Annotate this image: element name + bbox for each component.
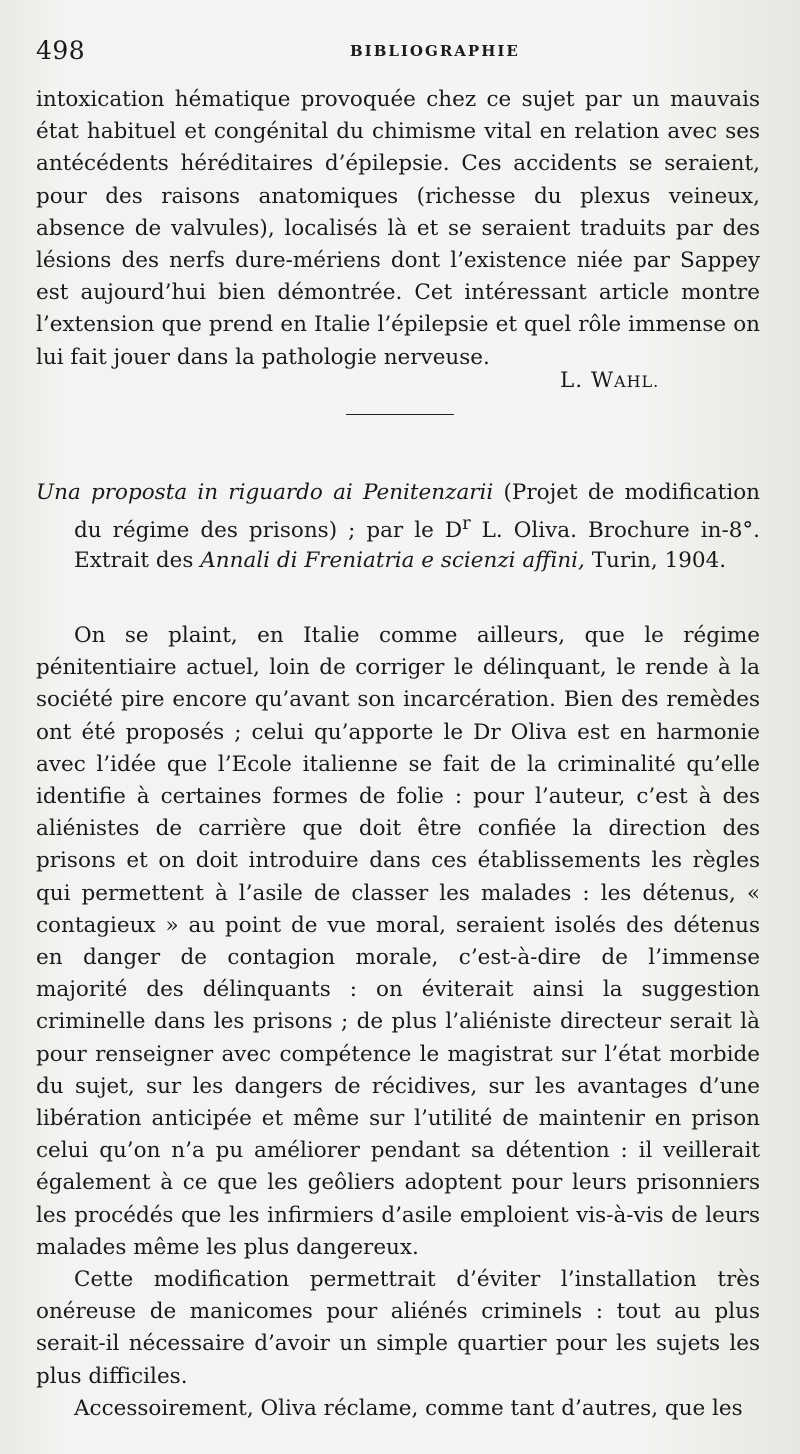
review-1-body [36,84,760,374]
journal-title: Annali di Freniatria e scienzi affini, [200,548,585,574]
section-divider [346,414,454,415]
book-title: Una proposta in riguardo ai Penitenzarii [36,480,494,505]
review-2-paragraph-3: Accessoirement, Oliva réclame, comme tant d’autres, que les [74,1395,743,1421]
running-head: BIBLIOGRAPHIE [350,42,520,60]
page-number: 498 [36,36,86,65]
review-2-citation [36,478,760,577]
citation-part-3: Turin, 1904. [584,548,727,574]
dr-superscript: r [462,512,471,534]
review-1-signature [560,368,659,393]
page-header [36,36,760,70]
citation-part-2: L. Oliva. Brochure in-8°. Extrait des [74,517,760,574]
review-1-paragraph: intoxication hématique provoquée chez ce sujet par un mauvais état habituel et congénital du chimisme vital en relation avec ses antécédents héréditaires d’épilepsie. Ces accidents se seraient, pour des raisons anatomiques (richesse du plexus veineux, absence de valvules), localisés là et se seraient traduits par des lésions des nerfs dure-mériens dont l’existence niée par Sappey est aujourd’hui bien démontrée. Cet intéressant article montre l’extension que prend en Italie l’épilepsie et quel rôle immense on lui fait jouer dans la pathologie nerveuse. [36,87,760,370]
review-2-body [36,620,760,1425]
review-2-paragraph-2: Cette modification permettrait d’éviter l’installation très onéreuse de manicomes pour aliénés criminels : tout au plus serait-il nécessaire d’avoir un simple quartier pour les sujets les plus difficiles. [36,1267,760,1389]
signature-rest: AHL. [614,372,660,391]
review-2-paragraph-1: On se plaint, en Italie comme ailleurs, que le régime pénitentiaire actuel, loin de corriger le délinquant, le rende à la société pire encore qu’avant son incarcération. Bien des remèdes ont été proposés ; celui qu’apporte le Dr Oliva est en harmonie avec l’idée que l’Ecole italienne se fait de la criminalité qu’elle identifie à certaines formes de folie : pour l’auteur, c’est à des aliénistes de carrière que doit être confiée la direction des prisons et on doit introduire dans ces établissements les règles qui permettent à l’asile de classer les malades : les détenus, « contagieux » au point de vue moral, seraient isolés des détenus en danger de contagion morale, c’est-à-dire de l’immense majorité des délinquants : on éviterait ainsi la suggestion criminelle dans les prisons ; de plus l’aliéniste directeur serait là pour renseigner avec compétence le magistrat sur l’état morbide du sujet, sur les dangers de récidives, sur les avantages d’une libération anticipée et même sur l’utilité de maintenir en prison celui qu’on n’a pu améliorer pendant sa détention : il veillerait également à ce que les geôliers adoptent pour leurs prisonniers les procédés que les infirmiers d’asile emploient vis-à-vis de leurs malades même les plus dangereux. [36,623,760,1260]
signature-initial: L. W [560,368,615,393]
citation-part-1: (Projet de modification du régime des prisons) ; par le D [74,480,760,543]
